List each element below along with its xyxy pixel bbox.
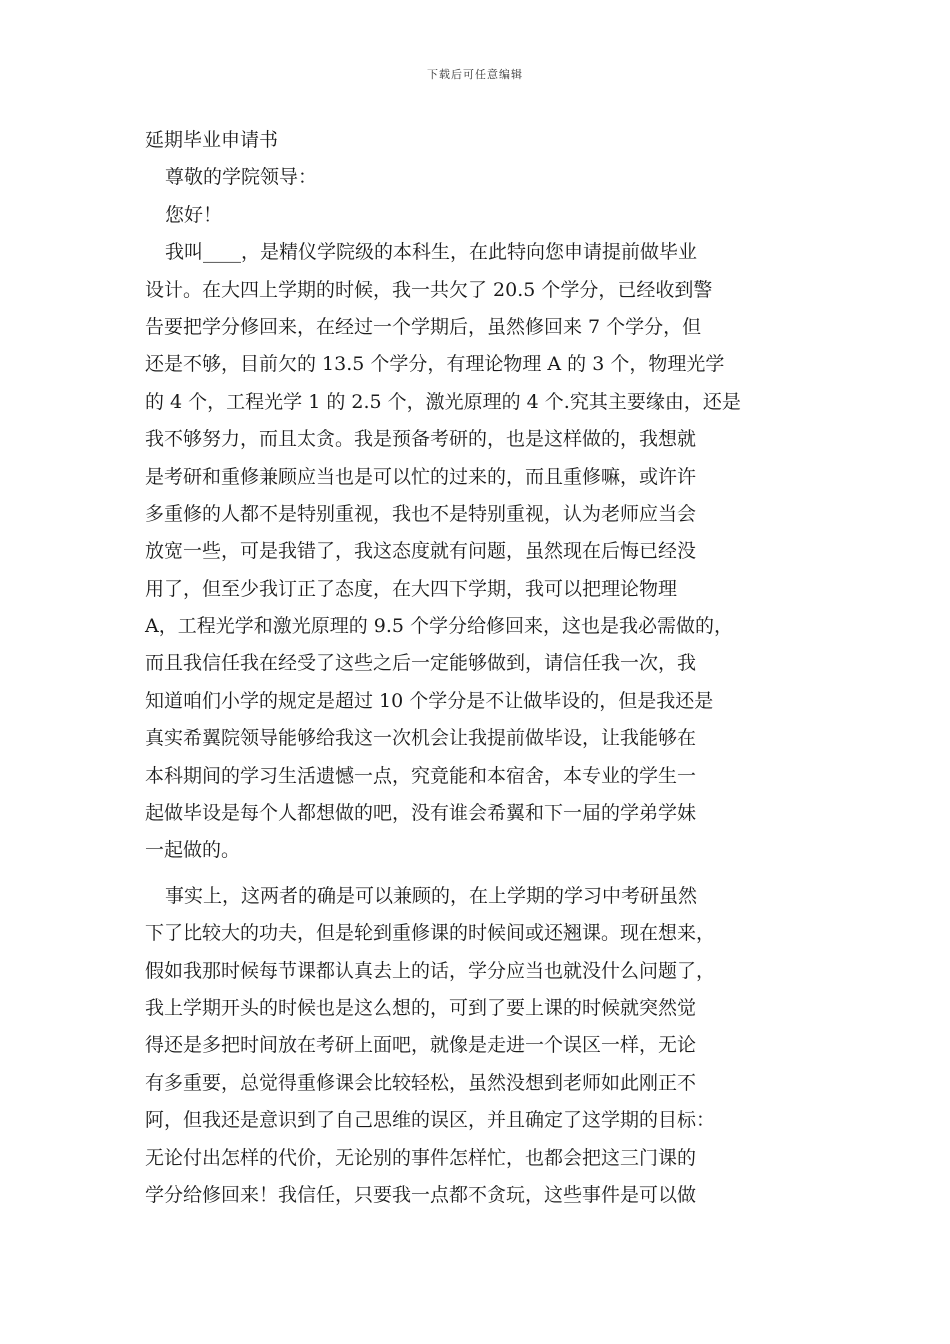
- paragraph-line: 学分给修回来！我信任，只要我一点都不贪玩，这些事件是可以做: [145, 1183, 697, 1206]
- paragraph-line: 告要把学分修回来，在经过一个学期后，虽然修回来 7 个学分，但: [145, 315, 702, 338]
- paragraph-line: 放宽一些，可是我错了，我这态度就有问题，虽然现在后悔已经没: [145, 540, 697, 563]
- paragraph-line: 下了比较大的功夫，但是轮到重修课的时候间或还翘课。现在想来，: [145, 922, 716, 945]
- paragraph-line: 有多重要，总觉得重修课会比较轻松，虽然没想到老师如此刚正不: [145, 1071, 697, 1094]
- paragraph-line: 得还是多把时间放在考研上面吧，就像是走进一个误区一样，无论: [145, 1034, 697, 1057]
- paragraph-line: 的 4 个，工程光学 1 的 2.5 个，激光原理的 4 个.究其主要缘由，还是: [145, 390, 741, 413]
- paragraph-line: 事实上，这两者的确是可以兼顾的，在上学期的学习中考研虽然: [165, 884, 698, 907]
- paragraph-line: 一起做的。: [145, 839, 241, 862]
- paragraph-line: 我不够努力，而且太贪。我是预备考研的，也是这样做的，我想就: [145, 428, 697, 451]
- paragraph-gap: [145, 870, 825, 878]
- paragraph-line: 还是不够，目前欠的 13.5 个学分，有理论物理 A 的 3 个，物理光学: [145, 353, 725, 376]
- paragraph-line: 设计。在大四上学期的时候，我一共欠了 20.5 个学分，已经收到警: [145, 278, 713, 301]
- paragraph-line: 起做毕设是每个人都想做的吧，没有谁会希翼和下一届的学弟学妹: [145, 802, 697, 825]
- salutation: 尊敬的学院领导：: [165, 166, 318, 189]
- paragraph-line: A，工程光学和激光原理的 9.5 个学分给修回来，这也是我必需做的，: [145, 615, 734, 638]
- header-note: 下载后可任意编辑: [427, 68, 523, 81]
- paragraph-line: 我叫____，是精仪学院级的本科生，在此特向您申请提前做毕业: [165, 241, 698, 264]
- document-title: 延期毕业申请书: [145, 129, 279, 151]
- paragraph-line: 无论付出怎样的代价，无论别的事件怎样忙，也都会把这三门课的: [145, 1146, 697, 1169]
- paragraph-line: 本科期间的学习生活遗憾一点，究竟能和本宿舍，本专业的学生一: [145, 764, 697, 787]
- paragraph-line: 真实希翼院领导能够给我这一次机会让我提前做毕设，让我能够在: [145, 727, 697, 750]
- paragraph-line: 阿，但我还是意识到了自己思维的误区，并且确定了这学期的目标：: [145, 1109, 716, 1132]
- paragraph-line: 多重修的人都不是特别重视，我也不是特别重视，认为老师应当会: [145, 502, 697, 525]
- paragraph-line: 知道咱们小学的规定是超过 10 个学分是不让做毕设的，但是我还是: [145, 689, 714, 712]
- paragraph-line: 用了，但至少我订正了态度，在大四下学期，我可以把理论物理: [145, 577, 678, 600]
- paragraph-line: 是考研和重修兼顾应当也是可以忙的过来的，而且重修嘛，或许许: [145, 465, 697, 488]
- document-body: [145, 122, 825, 1214]
- paragraph-line: 而且我信任我在经受了这些之后一定能够做到，请信任我一次，我: [145, 652, 697, 675]
- paragraph-1: [145, 234, 825, 870]
- greeting: 您好！: [165, 203, 223, 226]
- paragraph-line: 我上学期开头的时候也是这么想的，可到了要上课的时候就突然觉: [145, 996, 697, 1019]
- paragraph-line: 假如我那时候每节课都认真去上的话，学分应当也就没什么问题了，: [145, 959, 716, 982]
- paragraph-2: [145, 878, 825, 1215]
